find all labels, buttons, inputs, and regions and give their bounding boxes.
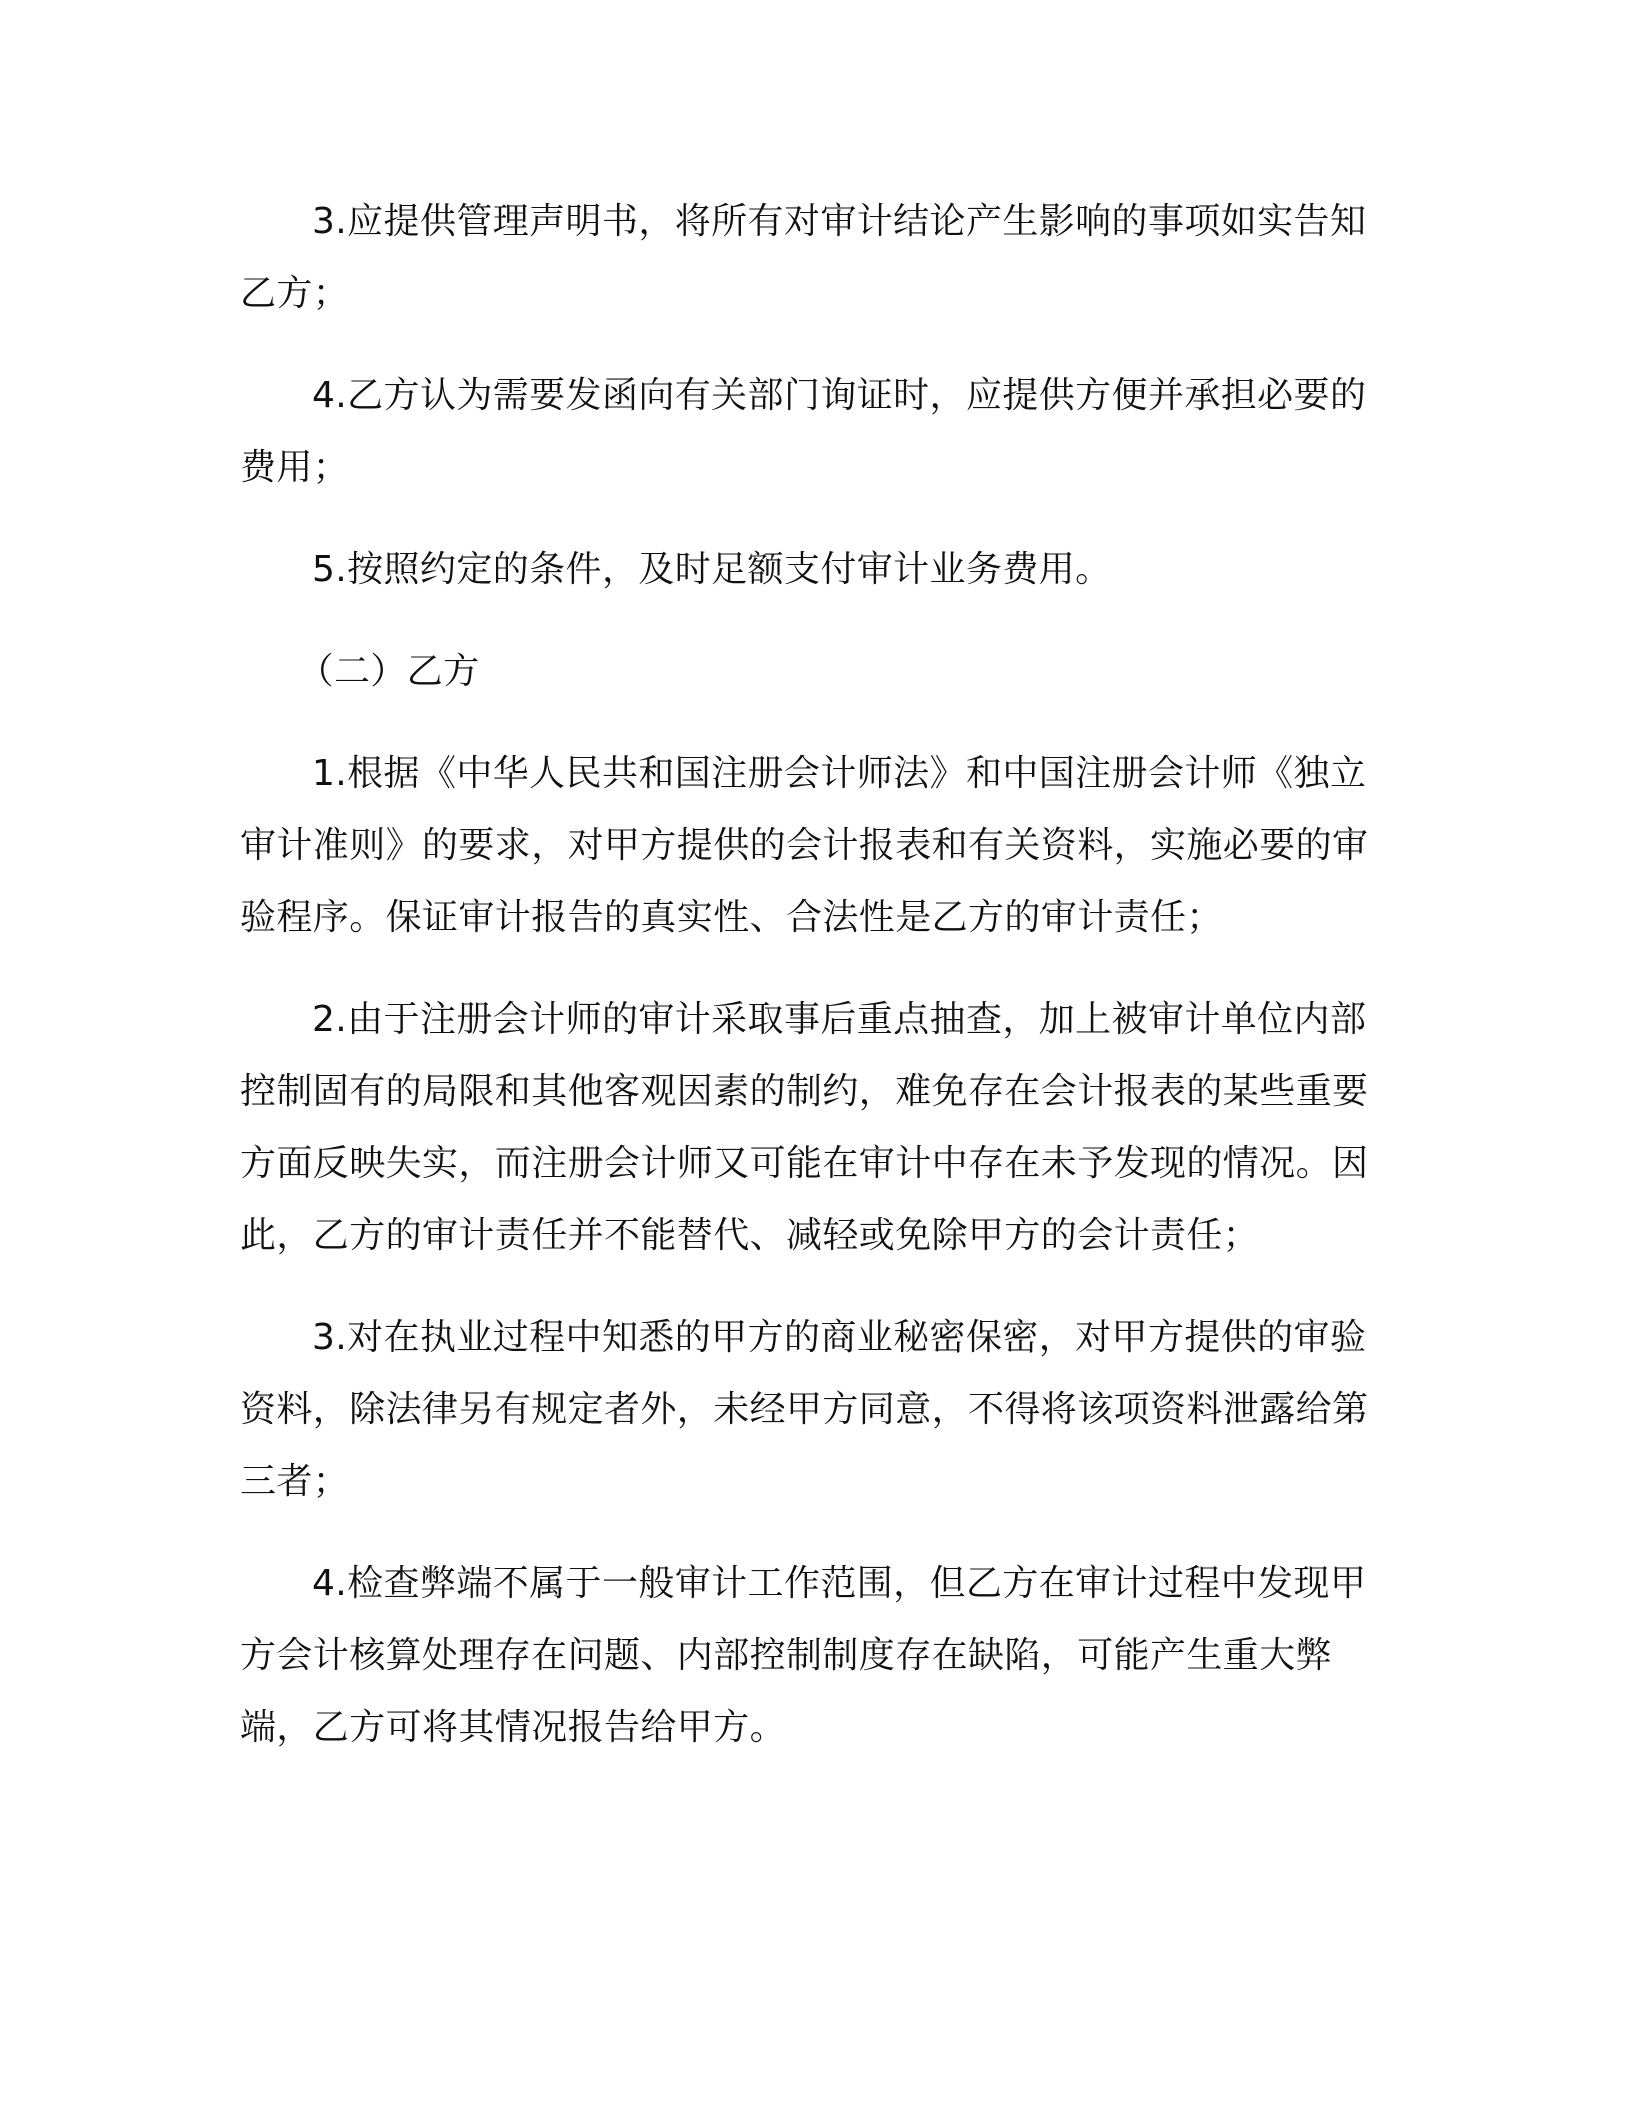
paragraph-a4-confirmation-letters: 4.乙方认为需要发函向有关部门询证时，应提供方便并承担必要的费用； <box>240 375 1367 488</box>
paragraph-b1-audit-standards: 1.根据《中华人民共和国注册会计师法》和中国注册会计师《独立审计准则》的要求，对甲方提供的会计报表和有关资料，实施必要的审验程序。保证审计报告的真实性、合法性是乙方的审计责任； <box>240 753 1369 938</box>
paragraph-b4-fraud-reporting: 4.检查弊端不属于一般审计工作范围，但乙方在审计过程中发现甲方会计核算处理存在问题、内部控制制度存在缺陷，可能产生重大弊端，乙方可将其情况报告给甲方。 <box>240 1563 1367 1748</box>
paragraph-b2-audit-limitations: 2.由于注册会计师的审计采取事后重点抽查，加上被审计单位内部控制固有的局限和其他客观因素的制约，难免存在会计报表的某些重要方面反映失实，而注册会计师又可能在审计中存在未予发现的情况。因此，乙方的审计责任并不能替代、减轻或免除甲方的会计责任； <box>240 999 1369 1256</box>
document-body <box>240 186 1392 1794</box>
section-heading-party-b: （二）乙方 <box>297 651 480 692</box>
paragraph-a3-management-statement: 3.应提供管理声明书，将所有对审计结论产生影响的事项如实告知乙方； <box>240 201 1367 314</box>
paragraph-a5-payment: 5.按照约定的条件，及时足额支付审计业务费用。 <box>312 549 1112 590</box>
paragraph-b3-confidentiality: 3.对在执业过程中知悉的甲方的商业秘密保密，对甲方提供的审验资料，除法律另有规定者外，未经甲方同意，不得将该项资料泄露给第三者； <box>240 1317 1369 1502</box>
